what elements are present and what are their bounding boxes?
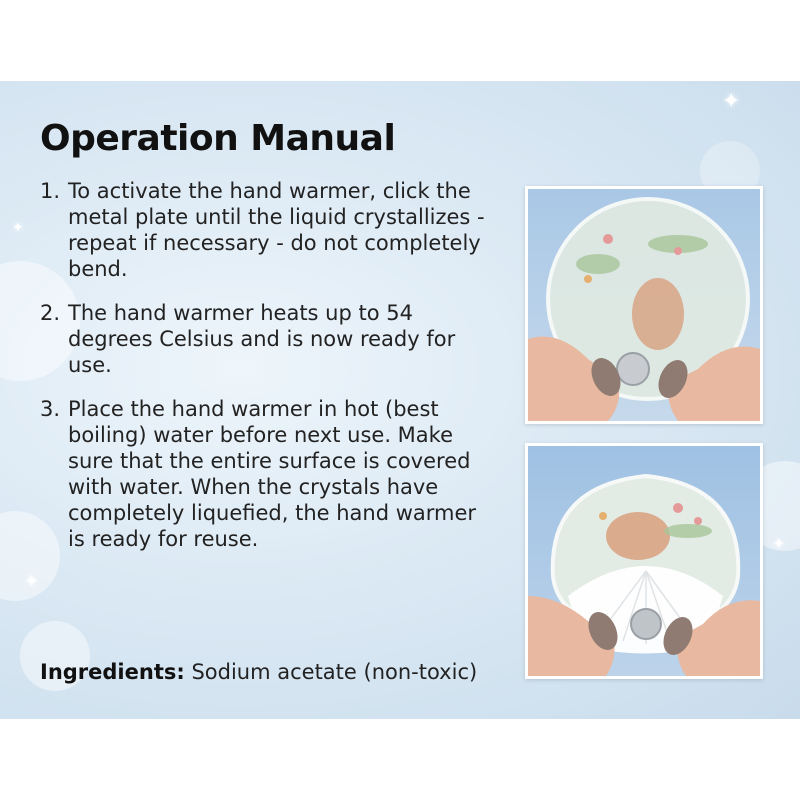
sparkle-icon: ✦: [722, 89, 741, 114]
sparkle-icon: ✦: [12, 220, 24, 236]
hand-warmer-crystal-illustration: [528, 446, 760, 676]
hand-warmer-photo-crystallizing: [525, 443, 763, 679]
step-number: 2.: [40, 301, 61, 325]
sparkle-icon: ✦: [772, 534, 786, 553]
hand-warmer-liquid-illustration: [528, 189, 760, 421]
instruction-step: [40, 396, 490, 552]
step-number: 3.: [40, 397, 61, 421]
step-number: 1.: [40, 179, 61, 203]
step-text: The hand warmer heats up to 54 degrees Celsius and is now ready for use.: [68, 301, 456, 377]
hand-warmer-photo-liquid: [525, 186, 763, 424]
step-text: Place the hand warmer in hot (best boiling) water before next use. Make sure that the entire surface is covered with water. When the crystals have completely liquefied, the hand warmer is ready for reuse.: [68, 397, 477, 551]
instruction-step: [40, 178, 490, 282]
step-text: To activate the hand warmer, click the metal plate until the liquid crystallizes - repeat if necessary - do not completely bend.: [68, 179, 485, 281]
ingredients-label: Ingredients:: [40, 660, 185, 684]
instruction-list: [40, 178, 490, 570]
ingredients-value: Sodium acetate (non-toxic): [191, 660, 478, 684]
instruction-step: [40, 300, 490, 378]
page-title: Operation Manual: [40, 118, 396, 159]
sparkle-icon: ✦: [24, 571, 40, 592]
ingredients-line: [40, 660, 477, 684]
